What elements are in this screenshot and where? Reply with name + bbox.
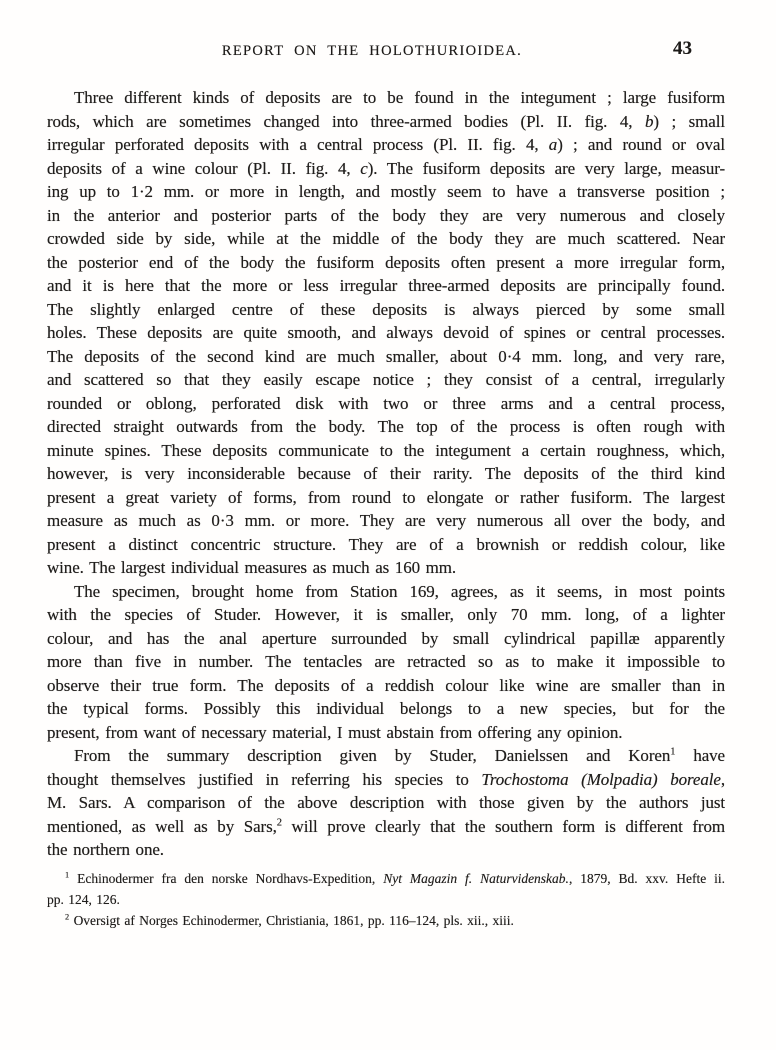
paragraph [47, 86, 725, 580]
text-run: however, is very inconsiderable because of their rarity. The deposits of the third kind [47, 464, 725, 483]
text-line [47, 603, 725, 627]
text-run: , 1879, Bd. xxv. Hefte ii. [568, 870, 725, 886]
text-run: with the species of Studer. However, it is smaller, only 70 mm. long, of a lighter [47, 605, 725, 624]
italic-text-run: Trochostoma (Molpadia) boreale [481, 769, 721, 789]
text-run: ing up to 1·2 mm. or more in length, and mostly seem to have a transverse position ; [47, 182, 725, 201]
text-run: Oversigt af Norges Echinodermer, Christiania, 1861, pp. 116–124, pls. xii., xiii. [69, 912, 514, 928]
text-line [47, 768, 725, 792]
text-run: present a distinct concentric structure. They are of a brownish or reddish colour, like [47, 534, 725, 554]
paragraph [47, 580, 725, 745]
text-line [47, 439, 725, 463]
text-run: wine. The largest individual measures as much as 160 mm. [47, 558, 457, 577]
text-line [47, 345, 725, 369]
text-run: colour, and has the anal aperture surrounded by small cylindrical papillæ apparently [47, 628, 725, 648]
text-line [47, 697, 725, 721]
superscript-ref: 2 [65, 912, 70, 921]
text-line [47, 580, 725, 604]
text-line [47, 721, 725, 745]
superscript-ref: 1 [65, 870, 70, 879]
text-block [47, 86, 725, 931]
italic-text-run: c [360, 158, 368, 178]
text-line [47, 486, 725, 510]
text-run: will prove clearly that the southern form is different from [281, 816, 725, 836]
text-run: observe their true form. The deposits of a reddish colour like wine are smaller than in [47, 675, 725, 695]
text-run: ). The fusiform deposits are very large, measur- [367, 158, 725, 178]
text-run: minute spines. These deposits communicate to the integument a certain roughness, which, [47, 440, 725, 460]
text-run: ) ; and round or oval [557, 135, 725, 154]
text-run: have [675, 746, 725, 765]
text-run: deposits of a wine colour (Pl. II. fig. 4, [47, 158, 361, 178]
text-line [47, 674, 725, 698]
body-paragraphs [47, 86, 725, 862]
text-line [47, 815, 725, 839]
text-line [47, 556, 725, 580]
text-run: the northern one. [47, 840, 164, 859]
italic-text-run: b [644, 111, 654, 131]
text-line [47, 157, 725, 181]
text-run: The deposits of the second kind are much smaller, about 0·4 mm. long, and very rare, [47, 346, 725, 366]
text-run: M. Sars. A comparison of the above description with those given by the authors just [47, 793, 725, 812]
page-title: REPORT ON THE HOLOTHURIOIDEA. [221, 43, 523, 59]
text-line [47, 509, 725, 533]
text-line [47, 133, 725, 157]
text-run: measure as much as 0·3 mm. or more. They are very numerous all over the body, and [47, 511, 725, 530]
text-line [47, 415, 725, 439]
text-run: and it is here that the more or less irregular three-armed deposits are principally found. [47, 276, 725, 295]
text-line [47, 368, 725, 392]
text-line [47, 533, 725, 557]
text-line [47, 744, 725, 768]
text-run: crowded side by side, while at the middle of the body they are much scattered. Near [47, 229, 725, 248]
text-run: From the summary description given by Studer, Danielssen and Koren [74, 746, 671, 765]
text-run: , [720, 769, 725, 789]
text-line [47, 204, 725, 228]
text-run: holes. These deposits are quite smooth, and always devoid of spines or central processes. [47, 323, 725, 342]
text-run: present a great variety of forms, from round to elongate or rather fusiform. The largest [47, 487, 725, 507]
text-run: more than five in number. The tentacles are retracted so as to make it impossible to [47, 652, 725, 671]
text-run: irregular perforated deposits with a central process (Pl. II. fig. 4, [47, 135, 549, 154]
text-line [47, 838, 725, 862]
text-run: the typical forms. Possibly this individual belongs to a new species, but for the [47, 699, 725, 718]
running-head [47, 38, 725, 63]
text-run: Three different kinds of deposits are to be found in the integument ; large fusiform [74, 88, 725, 107]
footnote-line [47, 868, 725, 889]
text-line [47, 791, 725, 815]
text-run: in the anterior and posterior parts of the body they are very numerous and closely [47, 205, 725, 225]
text-line [47, 110, 725, 134]
text-line [47, 650, 725, 674]
text-run: directed straight outwards from the body. The top of the process is often rough with [47, 417, 725, 436]
superscript-ref: 2 [276, 816, 282, 828]
footnotes [47, 868, 725, 931]
text-run: ) ; small [653, 111, 725, 131]
text-line [47, 180, 725, 204]
text-line [47, 627, 725, 651]
text-line [47, 274, 725, 298]
text-line [47, 298, 725, 322]
page-number: 43 [673, 38, 692, 59]
text-run: rounded or oblong, perforated disk with two or three arms and a central process, [47, 393, 725, 413]
text-run: The slightly enlarged centre of these deposits is always pierced by some small [47, 299, 725, 319]
text-run: rods, which are sometimes changed into three-armed bodies (Pl. II. fig. 4, [47, 111, 645, 131]
text-run: present, from want of necessary material, I must abstain from offering any opinion. [47, 722, 623, 742]
paragraph [47, 744, 725, 862]
superscript-ref: 1 [670, 746, 676, 758]
italic-text-run: Nyt Magazin f. Naturvidenskab. [383, 870, 569, 886]
text-line [47, 227, 725, 251]
italic-text-run: a [548, 135, 558, 154]
text-line [47, 462, 725, 486]
text-run: the posterior end of the body the fusiform deposits often present a more irregular form, [47, 252, 725, 272]
text-line [47, 86, 725, 110]
text-run: Echinodermer fra den norske Nordhavs-Expedition, [69, 870, 384, 886]
text-run: thought themselves justified in referring his species to [47, 769, 482, 789]
footnote-line [47, 889, 725, 910]
text-line [47, 392, 725, 416]
text-run: mentioned, as well as by Sars, [47, 816, 277, 836]
text-run: pp. 124, 126. [47, 891, 120, 907]
text-line [47, 251, 725, 275]
text-run: The specimen, brought home from Station 169, agrees, as it seems, in most points [74, 581, 725, 601]
text-run: and scattered so that they easily escape notice ; they consist of a central, irregularly [47, 370, 725, 389]
footnote-line [47, 910, 725, 931]
text-line [47, 321, 725, 345]
